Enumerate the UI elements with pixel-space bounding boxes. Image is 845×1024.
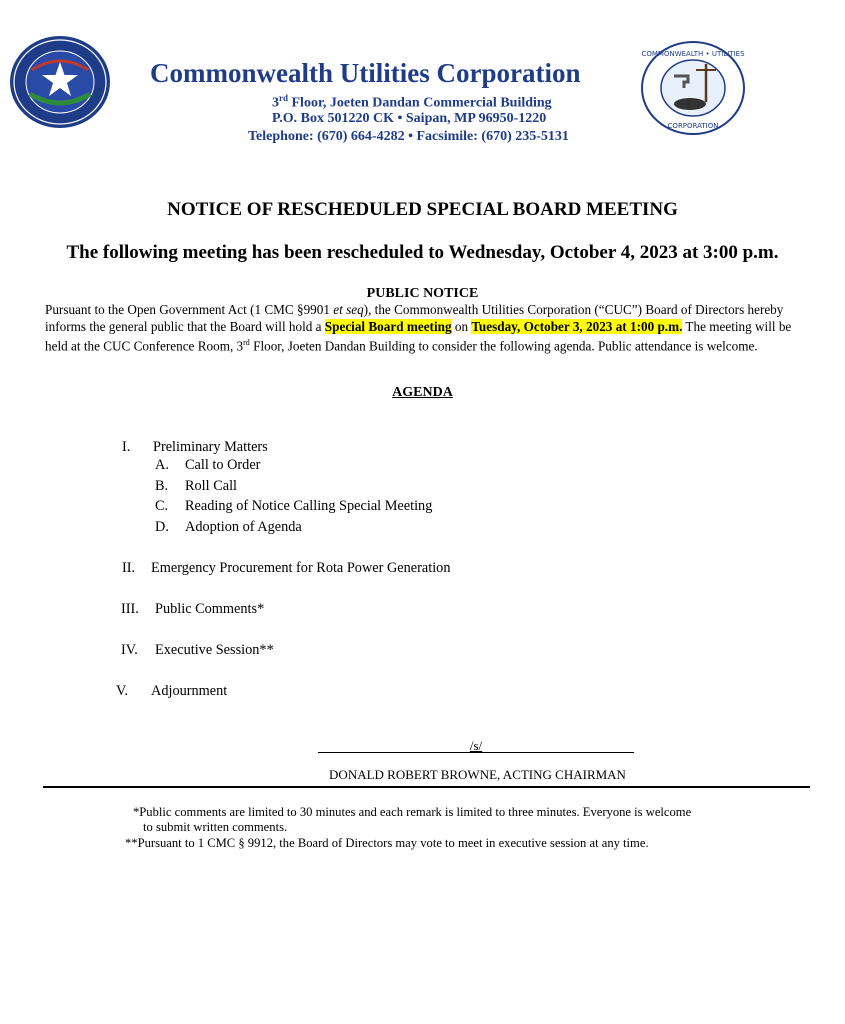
signature-mark: /s/ <box>469 738 483 753</box>
agenda-subitem-label: Call to Order <box>185 457 261 473</box>
cuc-logo <box>640 40 746 136</box>
svg-text:CORPORATION: CORPORATION <box>667 122 719 130</box>
agenda-subitem-label: Adoption of Agenda <box>185 519 302 535</box>
highlight-meeting-date: Tuesday, October 3, 2023 <box>471 318 613 334</box>
agenda-item-label: Preliminary Matters <box>153 439 268 455</box>
agenda-subitem-num: D. <box>155 519 169 535</box>
org-name: Commonwealth Utilities Corporation <box>150 58 581 88</box>
svg-text:COMMONWEALTH • UTILITIES: COMMONWEALTH • UTILITIES <box>641 50 745 58</box>
divider <box>43 786 810 788</box>
highlight-meeting-time: 1:00 p.m. <box>629 318 683 334</box>
address-line-3: Telephone: (670) 664-4282 • Facsimile: (670) 235-5131 <box>248 129 569 144</box>
public-notice-heading: PUBLIC NOTICE <box>366 286 479 301</box>
cnmi-seal-logo <box>8 34 112 130</box>
agenda-item-label: Executive Session** <box>155 642 274 658</box>
footnote-1-line-1: *Public comments are limited to 30 minutes and each remark is limited to three minutes. Everyone is welcome <box>133 805 692 819</box>
agenda-subitem-num: C. <box>155 498 169 514</box>
agenda-item-num: III. <box>121 601 139 617</box>
agenda-heading: AGENDA <box>392 385 453 400</box>
agenda-subitem-label: Reading of Notice Calling Special Meeting <box>185 498 433 514</box>
agenda-subitem-num: B. <box>155 478 169 494</box>
agenda-subitem-label: Roll Call <box>185 478 238 494</box>
footnote-2: **Pursuant to 1 CMC § 9912, the Board of Directors may vote to meet in executive session at any time. <box>125 836 649 850</box>
agenda-item-num: V. <box>116 683 129 699</box>
agenda-item-label: Public Comments* <box>155 601 265 617</box>
signature-line <box>318 738 634 753</box>
rescheduled-line: The following meeting has been rescheduled to Wednesday, October 4, 2023 at 3:00 p.m. <box>66 242 779 263</box>
public-notice-body: Pursuant to the Open Government Act (1 CMC §9901 et seq), the Commonwealth Utilities Corporation (“CUC”) Board of Directors hereby informs the general public that the Board will hold a Special Board meeting on Tuesday, October 3, 2023 at 1:00 p.m. The meeting will be held at the CUC Conference Room, 3rd Floor, Joeten Dandan Building to consider the following agenda. Public attendance is welcome. <box>45 302 792 354</box>
notice-title: NOTICE OF RESCHEDULED SPECIAL BOARD MEETING <box>167 199 678 220</box>
agenda-item-num: IV. <box>121 642 138 658</box>
agenda-item-num: I. <box>122 439 131 455</box>
address-line-1: 3rd Floor, Joeten Dandan Commercial Building <box>272 93 552 111</box>
agenda-item-num: II. <box>122 560 136 576</box>
address-line-2: P.O. Box 501220 CK • Saipan, MP 96950-1220 <box>272 111 547 126</box>
footnote-1-line-2: to submit written comments. <box>143 820 288 834</box>
agenda-item-label: Emergency Procurement for Rota Power Generation <box>151 560 451 576</box>
highlight-meeting-type: Special Board meeting <box>324 318 452 334</box>
signatory-name: DONALD ROBERT BROWNE, ACTING CHAIRMAN <box>329 767 626 782</box>
agenda-subitem-num: A. <box>155 457 169 473</box>
agenda-item-label: Adjournment <box>151 683 228 699</box>
